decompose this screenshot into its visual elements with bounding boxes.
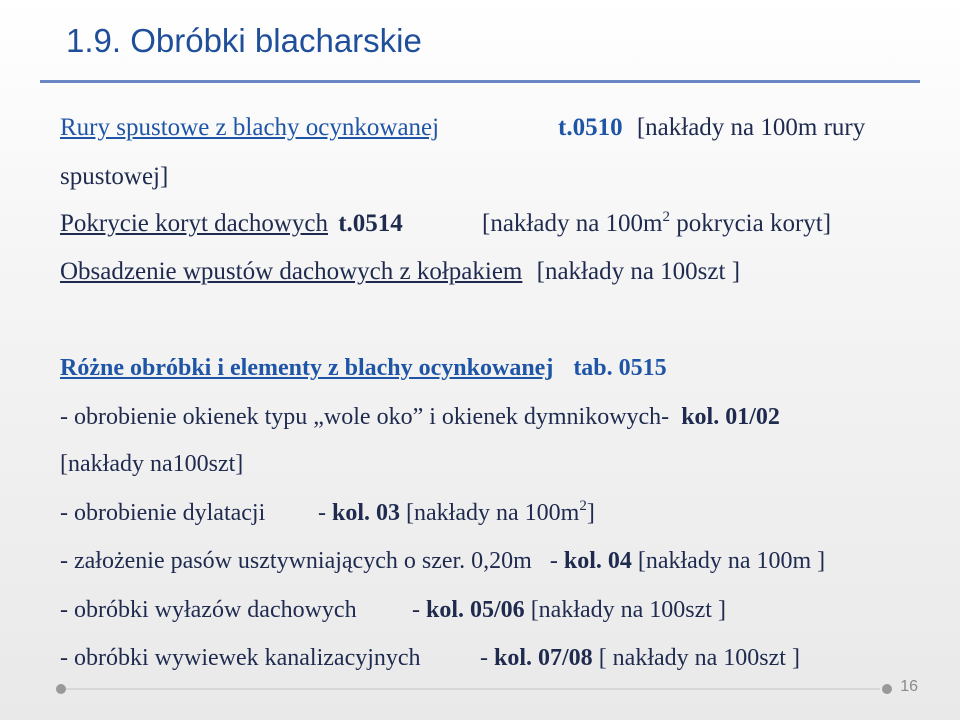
line-pokrycie-koryt: [60, 210, 403, 238]
obsadzenie-wpustow-label: Obsadzenie wpustów dachowych z kołpakiem: [60, 258, 523, 285]
wywiewek-kol: kol. 07/08: [494, 645, 593, 671]
pasow-dash: -: [549, 548, 564, 574]
naklady-szt-text: [nakłady na100szt]: [60, 451, 244, 477]
pasow-text: - założenie pasów usztywniających o szer. 0,20m: [60, 548, 532, 574]
obsadzenie-wpustow-note: [nakłady na 100szt ]: [536, 258, 741, 285]
pasow-note: [nakłady na 100m ]: [631, 548, 826, 574]
dylatacji-note: [nakłady na 100m: [400, 500, 580, 526]
dylatacji-kol: kol. 03: [332, 500, 401, 526]
page-number: 16: [900, 678, 918, 695]
slide-title: 1.9. Obróbki blacharskie: [66, 22, 422, 59]
dylatacji-note-end: ]: [586, 500, 595, 526]
rozne-obrobki-table: tab. 0515: [573, 355, 667, 381]
rury-spustowe-note: [nakłady na 100m rury: [636, 114, 866, 141]
line-rozne-obrobki: [60, 355, 667, 382]
line-wylazow-ref: [412, 597, 726, 624]
pokrycie-koryt-label: Pokrycie koryt dachowych: [60, 210, 328, 237]
line-rury-spustowe: [60, 114, 439, 142]
line-obsadzenie-wpustow: [60, 258, 740, 286]
pokrycie-koryt-table: t.0514: [338, 210, 403, 237]
line-wywiewek: [60, 645, 421, 672]
wywiewek-text: - obróbki wywiewek kanalizacyjnych: [60, 645, 421, 671]
wywiewek-dash: -: [480, 645, 494, 671]
dylatacji-sup: 2: [579, 498, 587, 514]
pokrycie-koryt-note-end: pokrycia koryt]: [670, 210, 832, 237]
footer-divider: [66, 688, 880, 690]
wywiewek-note: [ nakłady na 100szt ]: [592, 645, 800, 671]
dylatacji-text: - obrobienie dylatacji: [60, 500, 266, 526]
line-dylatacji: [60, 500, 265, 527]
wylazow-dash: -: [412, 597, 426, 623]
dylatacji-dash: -: [318, 500, 332, 526]
wylazow-note: [nakłady na 100szt ]: [524, 597, 726, 623]
spustowej-text: spustowej]: [60, 163, 169, 190]
line-rury-spustowe-ref: [558, 114, 865, 142]
line-spustowej: [60, 163, 168, 191]
line-dylatacji-ref: [318, 500, 595, 527]
wylazow-text: - obróbki wyłazów dachowych: [60, 597, 357, 623]
rury-spustowe-label: Rury spustowe z blachy ocynkowanej: [60, 114, 440, 141]
footer-right-dot: [882, 684, 892, 694]
line-wylazow: [60, 597, 357, 624]
footer-left-dot: [56, 684, 66, 694]
pokrycie-koryt-sup: 2: [662, 209, 671, 225]
line-wywiewek-ref: [480, 645, 800, 672]
line-okienka: [60, 404, 780, 431]
pasow-kol: kol. 04: [563, 548, 632, 574]
rury-spustowe-table: t.0510: [558, 114, 623, 141]
line-pokrycie-koryt-note: [482, 210, 831, 238]
line-naklady-szt: [60, 451, 243, 478]
okienka-kol: kol. 01/02: [681, 404, 780, 430]
rozne-obrobki-label: Różne obróbki i elementy z blachy ocynkowanej: [60, 355, 554, 381]
pokrycie-koryt-note: [nakłady na 100m: [482, 210, 663, 237]
wylazow-kol: kol. 05/06: [426, 597, 525, 623]
okienka-text: - obrobienie okienek typu „wole oko” i okienek dymnikowych-: [60, 404, 670, 430]
line-pasow: [60, 548, 825, 575]
title-divider: [40, 80, 920, 83]
